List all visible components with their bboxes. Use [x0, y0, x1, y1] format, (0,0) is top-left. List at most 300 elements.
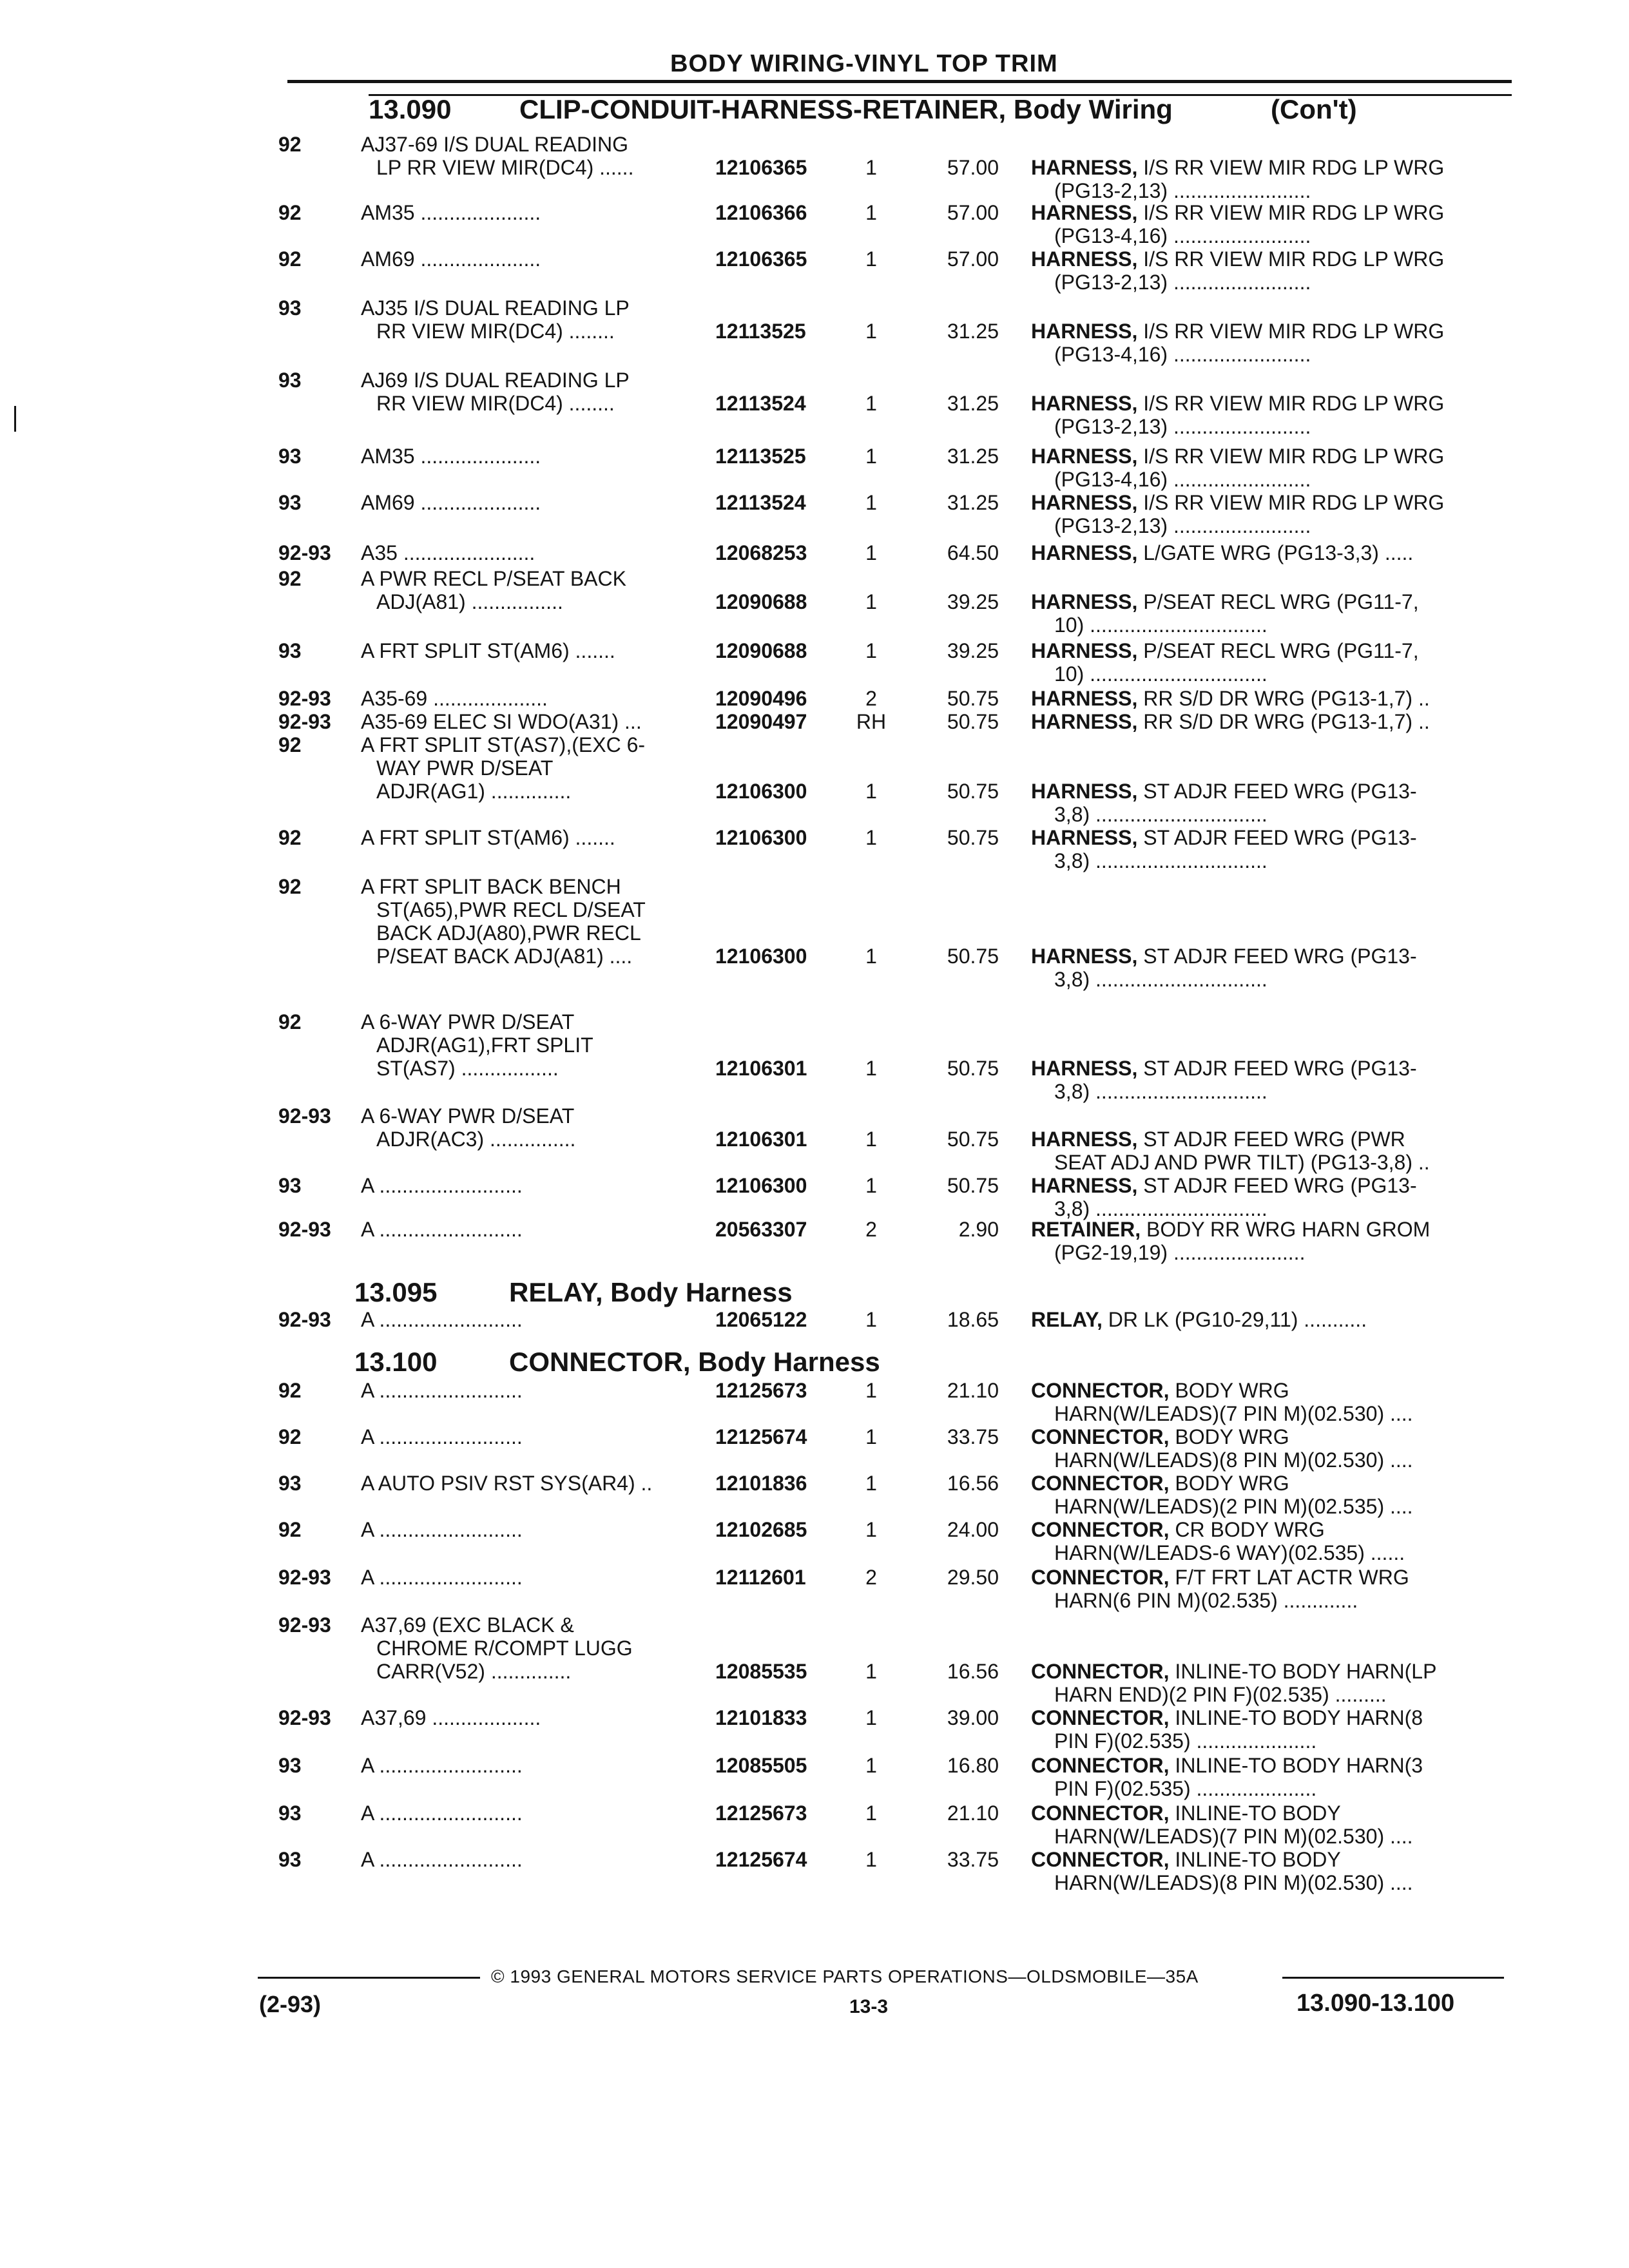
description-line: ADJ(A81) ................ — [376, 590, 563, 613]
quantity: RH — [856, 710, 887, 733]
description-line: P/SEAT BACK ADJ(A81) .... — [376, 945, 633, 968]
part-description-line: CONNECTOR, BODY WRG — [1031, 1379, 1289, 1402]
description-line: A FRT SPLIT ST(AS7),(EXC 6- — [361, 733, 646, 756]
application-description — [361, 247, 702, 271]
model-year: 93 — [278, 296, 302, 320]
page-header-title: BODY WIRING-VINYL TOP TRIM — [670, 50, 1058, 77]
part-description-line: CONNECTOR, INLINE-TO BODY HARN(8 — [1031, 1706, 1423, 1729]
quantity: 1 — [865, 945, 877, 968]
part-name-description — [1031, 590, 1501, 637]
description-line: AM69 ..................... — [361, 247, 541, 271]
description-line: A 6-WAY PWR D/SEAT — [361, 1104, 575, 1128]
description-line: ADJR(AG1),FRT SPLIT — [376, 1033, 593, 1057]
model-year: 92-93 — [278, 541, 331, 564]
part-number: 12090688 — [715, 639, 807, 662]
part-description-line: RETAINER, BODY RR WRG HARN GROM — [1031, 1218, 1431, 1241]
part-number: 12090496 — [715, 687, 807, 710]
application-description — [361, 1308, 702, 1331]
application-description — [361, 1218, 702, 1241]
price: 29.50 — [947, 1566, 999, 1589]
part-name-description — [1031, 541, 1501, 564]
model-year: 93 — [278, 1754, 302, 1777]
application-description — [361, 1104, 702, 1151]
part-name: HARNESS, — [1031, 156, 1138, 179]
application-description — [361, 1848, 702, 1871]
part-name-description — [1031, 1754, 1501, 1800]
part-name: HARNESS, — [1031, 320, 1138, 343]
price: 50.75 — [947, 1128, 999, 1151]
part-number: 12125673 — [715, 1379, 807, 1402]
description-line: ADJR(AC3) ............... — [376, 1128, 576, 1151]
model-year: 92 — [278, 875, 302, 898]
part-description-line: HARNESS, P/SEAT RECL WRG (PG11-7, — [1031, 639, 1419, 662]
section-title: CONNECTOR, Body Harness — [509, 1347, 880, 1377]
part-number: 12106300 — [715, 780, 807, 803]
model-year: 92 — [278, 826, 302, 849]
part-name-description — [1031, 687, 1501, 710]
part-description-line: HARNESS, ST ADJR FEED WRG (PG13- — [1031, 1174, 1417, 1197]
price: 50.75 — [947, 780, 999, 803]
part-name-description — [1031, 1472, 1501, 1518]
part-number: 12106301 — [715, 1057, 807, 1080]
description-line: CARR(V52) .............. — [376, 1660, 572, 1683]
quantity: 1 — [865, 826, 877, 849]
part-description-line: HARNESS, ST ADJR FEED WRG (PWR — [1031, 1128, 1405, 1151]
application-description — [361, 1613, 702, 1683]
part-description-line: (PG2-19,19) ....................... — [1054, 1241, 1306, 1264]
part-description-line: HARN(W/LEADS)(8 PIN M)(02.530) .... — [1054, 1871, 1413, 1894]
part-name-description — [1031, 1218, 1501, 1264]
margin-mark — [14, 406, 16, 432]
quantity: 1 — [865, 1518, 877, 1541]
description-line: ST(A65),PWR RECL D/SEAT — [376, 898, 646, 921]
part-number: 12068253 — [715, 541, 807, 564]
price: 24.00 — [947, 1518, 999, 1541]
price: 16.56 — [947, 1472, 999, 1495]
price: 39.25 — [947, 639, 999, 662]
part-description-line: HARNESS, I/S RR VIEW MIR RDG LP WRG — [1031, 491, 1445, 514]
part-description-line: 3,8) .............................. — [1054, 849, 1268, 872]
header-rule — [287, 80, 1512, 83]
part-name-description — [1031, 1848, 1501, 1894]
part-name-description — [1031, 392, 1501, 438]
footer-page-number: 13-3 — [849, 1996, 889, 2017]
part-name: HARNESS, — [1031, 247, 1138, 271]
section-title: CLIP-CONDUIT-HARNESS-RETAINER, Body Wiring — [519, 94, 1173, 124]
price: 33.75 — [947, 1848, 999, 1871]
part-name-description — [1031, 1566, 1501, 1612]
model-year: 93 — [278, 1174, 302, 1197]
model-year: 93 — [278, 1848, 302, 1871]
part-description-line: CONNECTOR, CR BODY WRG — [1031, 1518, 1325, 1541]
price: 31.25 — [947, 392, 999, 415]
part-number: 12125674 — [715, 1425, 807, 1448]
part-description-line: HARNESS, ST ADJR FEED WRG (PG13- — [1031, 1057, 1417, 1080]
model-year: 92-93 — [278, 687, 331, 710]
part-name: CONNECTOR, — [1031, 1472, 1170, 1495]
price: 50.75 — [947, 1057, 999, 1080]
part-number: 12106300 — [715, 945, 807, 968]
model-year: 93 — [278, 491, 302, 514]
part-name: HARNESS, — [1031, 1128, 1138, 1151]
description-line: A PWR RECL P/SEAT BACK — [361, 567, 626, 590]
part-number: 12065122 — [715, 1308, 807, 1331]
part-number: 12101836 — [715, 1472, 807, 1495]
model-year: 92-93 — [278, 1613, 331, 1637]
quantity: 1 — [865, 1802, 877, 1825]
part-description-line: HARNESS, L/GATE WRG (PG13-3,3) ..... — [1031, 541, 1414, 564]
section-number: 13.095 — [354, 1277, 438, 1307]
footer-section-range: 13.090-13.100 — [1296, 1990, 1455, 2017]
part-description-line: HARN(W/LEADS-6 WAY)(02.535) ...... — [1054, 1541, 1405, 1564]
part-name-description — [1031, 945, 1501, 991]
application-description — [361, 133, 702, 179]
description-line: A AUTO PSIV RST SYS(AR4) .. — [361, 1472, 653, 1495]
part-description-line: PIN F)(02.535) ..................... — [1054, 1777, 1317, 1800]
quantity: 1 — [865, 1128, 877, 1151]
application-description — [361, 1566, 702, 1589]
part-description-line: 3,8) .............................. — [1054, 1080, 1268, 1103]
part-description-line: HARNESS, RR S/D DR WRG (PG13-1,7) .. — [1031, 687, 1430, 710]
part-name-description — [1031, 201, 1501, 247]
application-description — [361, 445, 702, 468]
description-line: A 6-WAY PWR D/SEAT — [361, 1010, 575, 1033]
part-description-line: CONNECTOR, BODY WRG — [1031, 1425, 1289, 1448]
application-description — [361, 369, 702, 415]
quantity: 1 — [865, 1308, 877, 1331]
part-name: CONNECTOR, — [1031, 1379, 1170, 1402]
part-number: 12106365 — [715, 247, 807, 271]
description-line: A ......................... — [361, 1566, 523, 1589]
model-year: 92 — [278, 1425, 302, 1448]
quantity: 1 — [865, 1848, 877, 1871]
description-line: A37,69 ................... — [361, 1706, 541, 1729]
part-description-line: HARNESS, I/S RR VIEW MIR RDG LP WRG — [1031, 392, 1445, 415]
section-title: RELAY, Body Harness — [509, 1277, 793, 1307]
application-description — [361, 201, 702, 224]
part-name-description — [1031, 1706, 1501, 1753]
part-name-description — [1031, 780, 1501, 826]
model-year: 92 — [278, 567, 302, 590]
part-name: CONNECTOR, — [1031, 1754, 1170, 1777]
description-line: A ......................... — [361, 1379, 523, 1402]
part-number: 12085505 — [715, 1754, 807, 1777]
application-description — [361, 710, 702, 733]
quantity: 1 — [865, 201, 877, 224]
part-name: CONNECTOR, — [1031, 1660, 1170, 1683]
part-description-line: CONNECTOR, INLINE-TO BODY HARN(LP — [1031, 1660, 1437, 1683]
description-line: A ......................... — [361, 1848, 523, 1871]
section-number: 13.100 — [354, 1347, 438, 1377]
part-name: HARNESS, — [1031, 445, 1138, 468]
application-description — [361, 826, 702, 849]
part-name: CONNECTOR, — [1031, 1518, 1170, 1541]
model-year: 92 — [278, 201, 302, 224]
description-line: ADJR(AG1) .............. — [376, 780, 572, 803]
part-description-line: (PG13-2,13) ........................ — [1054, 514, 1311, 537]
part-description-line: 10) ............................... — [1054, 613, 1268, 637]
price: 50.75 — [947, 945, 999, 968]
quantity: 1 — [865, 1754, 877, 1777]
model-year: 92 — [278, 133, 302, 156]
price: 50.75 — [947, 1174, 999, 1197]
part-number: 12125673 — [715, 1802, 807, 1825]
price: 31.25 — [947, 491, 999, 514]
part-description-line: HARN END)(2 PIN F)(02.535) ......... — [1054, 1683, 1387, 1706]
part-name-description — [1031, 491, 1501, 537]
part-description-line: HARNESS, I/S RR VIEW MIR RDG LP WRG — [1031, 247, 1445, 271]
quantity: 1 — [865, 156, 877, 179]
part-name-description — [1031, 1425, 1501, 1472]
application-description — [361, 1010, 702, 1080]
description-line: RR VIEW MIR(DC4) ........ — [376, 320, 615, 343]
part-number: 12090497 — [715, 710, 807, 733]
description-line: AJ69 I/S DUAL READING LP — [361, 369, 630, 392]
part-description-line: (PG13-4,16) ........................ — [1054, 468, 1311, 491]
part-number: 12090688 — [715, 590, 807, 613]
quantity: 1 — [865, 1660, 877, 1683]
quantity: 1 — [865, 780, 877, 803]
model-year: 93 — [278, 445, 302, 468]
part-name: HARNESS, — [1031, 826, 1138, 849]
part-name: CONNECTOR, — [1031, 1802, 1170, 1825]
price: 39.25 — [947, 590, 999, 613]
part-number: 12106366 — [715, 201, 807, 224]
model-year: 92 — [278, 1379, 302, 1402]
model-year: 93 — [278, 1472, 302, 1495]
model-year: 92 — [278, 1518, 302, 1541]
part-name: HARNESS, — [1031, 541, 1138, 564]
description-line: ST(AS7) ................. — [376, 1057, 559, 1080]
part-number: 12112601 — [715, 1566, 806, 1589]
part-number: 12113525 — [715, 445, 806, 468]
part-number: 12101833 — [715, 1706, 807, 1729]
part-number: 12106300 — [715, 1174, 807, 1197]
price: 50.75 — [947, 710, 999, 733]
price: 57.00 — [947, 201, 999, 224]
application-description — [361, 1518, 702, 1541]
part-number: 12113524 — [715, 392, 806, 415]
part-description-line: HARNESS, ST ADJR FEED WRG (PG13- — [1031, 945, 1417, 968]
model-year: 93 — [278, 1802, 302, 1825]
part-description-line: 10) ............................... — [1054, 662, 1268, 686]
part-name: HARNESS, — [1031, 201, 1138, 224]
part-name-description — [1031, 710, 1501, 733]
description-line: WAY PWR D/SEAT — [376, 756, 554, 780]
footer-copyright: © 1993 GENERAL MOTORS SERVICE PARTS OPERATIONS—OLDSMOBILE—35A — [491, 1966, 1199, 1986]
part-number: 12102685 — [715, 1518, 807, 1541]
description-line: A FRT SPLIT ST(AM6) ....... — [361, 826, 615, 849]
part-description-line: PIN F)(02.535) ..................... — [1054, 1729, 1317, 1753]
model-year: 92-93 — [278, 1706, 331, 1729]
part-name: HARNESS, — [1031, 491, 1138, 514]
part-description-line: HARNESS, I/S RR VIEW MIR RDG LP WRG — [1031, 320, 1445, 343]
part-name-description — [1031, 1379, 1501, 1425]
quantity: 1 — [865, 392, 877, 415]
part-name-description — [1031, 1660, 1501, 1706]
price: 57.00 — [947, 247, 999, 271]
application-description — [361, 687, 702, 710]
application-description — [361, 1425, 702, 1448]
part-description-line: (PG13-2,13) ........................ — [1054, 271, 1311, 294]
quantity: 1 — [865, 1472, 877, 1495]
part-name-description — [1031, 445, 1501, 491]
part-name: HARNESS, — [1031, 639, 1138, 662]
description-line: AM35 ..................... — [361, 201, 541, 224]
price: 33.75 — [947, 1425, 999, 1448]
part-name: HARNESS, — [1031, 687, 1138, 710]
quantity: 1 — [865, 1379, 877, 1402]
quantity: 1 — [865, 1057, 877, 1080]
model-year: 92 — [278, 1010, 302, 1033]
part-description-line: SEAT ADJ AND PWR TILT) (PG13-3,8) .. — [1054, 1151, 1430, 1174]
price: 50.75 — [947, 826, 999, 849]
part-name: HARNESS, — [1031, 1057, 1138, 1080]
part-number: 12106301 — [715, 1128, 807, 1151]
part-name-description — [1031, 639, 1501, 686]
part-name-description — [1031, 156, 1501, 202]
part-name: HARNESS, — [1031, 1174, 1138, 1197]
price: 2.90 — [958, 1218, 999, 1241]
part-name: CONNECTOR, — [1031, 1566, 1170, 1589]
description-line: AJ35 I/S DUAL READING LP — [361, 296, 630, 320]
part-name: CONNECTOR, — [1031, 1425, 1170, 1448]
application-description — [361, 491, 702, 514]
description-line: A37,69 (EXC BLACK & — [361, 1613, 574, 1637]
part-description-line: HARN(W/LEADS)(2 PIN M)(02.535) .... — [1054, 1495, 1413, 1518]
application-description — [361, 875, 702, 968]
description-line: LP RR VIEW MIR(DC4) ...... — [376, 156, 634, 179]
part-name-description — [1031, 1128, 1501, 1174]
description-line: CHROME R/COMPT LUGG — [376, 1637, 633, 1660]
quantity: 1 — [865, 1706, 877, 1729]
quantity: 2 — [865, 687, 877, 710]
price: 21.10 — [947, 1802, 999, 1825]
price: 31.25 — [947, 320, 999, 343]
part-description-line: CONNECTOR, F/T FRT LAT ACTR WRG — [1031, 1566, 1409, 1589]
part-number: 12106365 — [715, 156, 807, 179]
footer-rule-left — [258, 1977, 480, 1979]
quantity: 2 — [865, 1218, 877, 1241]
description-line: A35 ....................... — [361, 541, 535, 564]
part-name-description — [1031, 1518, 1501, 1564]
quantity: 1 — [865, 445, 877, 468]
application-description — [361, 1754, 702, 1777]
part-description-line: HARNESS, RR S/D DR WRG (PG13-1,7) .. — [1031, 710, 1430, 733]
part-name-description — [1031, 320, 1501, 366]
part-description-line: 3,8) .............................. — [1054, 803, 1268, 826]
application-description — [361, 639, 702, 662]
part-name-description — [1031, 1802, 1501, 1848]
description-line: A35-69 .................... — [361, 687, 548, 710]
price: 18.65 — [947, 1308, 999, 1331]
part-name: HARNESS, — [1031, 945, 1138, 968]
price: 57.00 — [947, 156, 999, 179]
part-description-line: HARN(6 PIN M)(02.535) ............. — [1054, 1589, 1358, 1612]
description-line: AJ37-69 I/S DUAL READING — [361, 133, 628, 156]
description-line: A FRT SPLIT ST(AM6) ....... — [361, 639, 615, 662]
model-year: 92 — [278, 247, 302, 271]
price: 21.10 — [947, 1379, 999, 1402]
model-year: 93 — [278, 369, 302, 392]
section-number: 13.090 — [369, 94, 452, 124]
quantity: 1 — [865, 639, 877, 662]
application-description — [361, 567, 702, 613]
description-line: A FRT SPLIT BACK BENCH — [361, 875, 621, 898]
quantity: 1 — [865, 541, 877, 564]
part-description-line: HARN(W/LEADS)(7 PIN M)(02.530) .... — [1054, 1825, 1413, 1848]
footer-edition: (2-93) — [259, 1991, 322, 2017]
footer-rule-right — [1282, 1977, 1504, 1979]
part-description-line: 3,8) .............................. — [1054, 1197, 1268, 1220]
quantity: 1 — [865, 247, 877, 271]
application-description — [361, 296, 702, 343]
application-description — [361, 733, 702, 803]
part-number: 12113525 — [715, 320, 806, 343]
part-description-line: HARNESS, I/S RR VIEW MIR RDG LP WRG — [1031, 201, 1445, 224]
description-line: AM35 ..................... — [361, 445, 541, 468]
description-line: A ......................... — [361, 1518, 523, 1541]
part-name: HARNESS, — [1031, 392, 1138, 415]
quantity: 1 — [865, 590, 877, 613]
model-year: 92-93 — [278, 1218, 331, 1241]
description-line: A ......................... — [361, 1308, 523, 1331]
part-name-description — [1031, 1308, 1501, 1331]
price: 16.56 — [947, 1660, 999, 1683]
part-name: HARNESS, — [1031, 710, 1138, 733]
description-line: BACK ADJ(A80),PWR RECL — [376, 921, 641, 945]
part-description-line: CONNECTOR, BODY WRG — [1031, 1472, 1289, 1495]
application-description — [361, 1706, 702, 1729]
application-description — [361, 1802, 702, 1825]
part-description-line: HARNESS, I/S RR VIEW MIR RDG LP WRG — [1031, 445, 1445, 468]
description-line: RR VIEW MIR(DC4) ........ — [376, 392, 615, 415]
model-year: 92-93 — [278, 1308, 331, 1331]
price: 39.00 — [947, 1706, 999, 1729]
section-continued-label: (Con't) — [1271, 94, 1357, 124]
price: 16.80 — [947, 1754, 999, 1777]
part-name: CONNECTOR, — [1031, 1848, 1170, 1871]
part-name-description — [1031, 826, 1501, 872]
part-number: 12113524 — [715, 491, 806, 514]
part-number: 20563307 — [715, 1218, 807, 1241]
description-line: A ......................... — [361, 1754, 523, 1777]
description-line: A ......................... — [361, 1425, 523, 1448]
part-name: HARNESS, — [1031, 590, 1138, 613]
part-name-description — [1031, 1057, 1501, 1103]
quantity: 1 — [865, 1425, 877, 1448]
part-name-description — [1031, 247, 1501, 294]
part-description-line: (PG13-2,13) ........................ — [1054, 415, 1311, 438]
model-year: 92 — [278, 733, 302, 756]
model-year: 92-93 — [278, 710, 331, 733]
price: 50.75 — [947, 687, 999, 710]
part-description-line: RELAY, DR LK (PG10-29,11) ........... — [1031, 1308, 1367, 1331]
part-description-line: HARN(W/LEADS)(7 PIN M)(02.530) .... — [1054, 1402, 1413, 1425]
part-number: 12106300 — [715, 826, 807, 849]
description-line: AM69 ..................... — [361, 491, 541, 514]
quantity: 2 — [865, 1566, 877, 1589]
part-number: 12085535 — [715, 1660, 807, 1683]
part-description-line: HARN(W/LEADS)(8 PIN M)(02.530) .... — [1054, 1448, 1413, 1472]
model-year: 92-93 — [278, 1104, 331, 1128]
quantity: 1 — [865, 491, 877, 514]
application-description — [361, 1379, 702, 1402]
application-description — [361, 1472, 702, 1495]
part-description-line: HARNESS, ST ADJR FEED WRG (PG13- — [1031, 780, 1417, 803]
part-name-description — [1031, 1174, 1501, 1220]
description-line: A35-69 ELEC SI WDO(A31) ... — [361, 710, 642, 733]
